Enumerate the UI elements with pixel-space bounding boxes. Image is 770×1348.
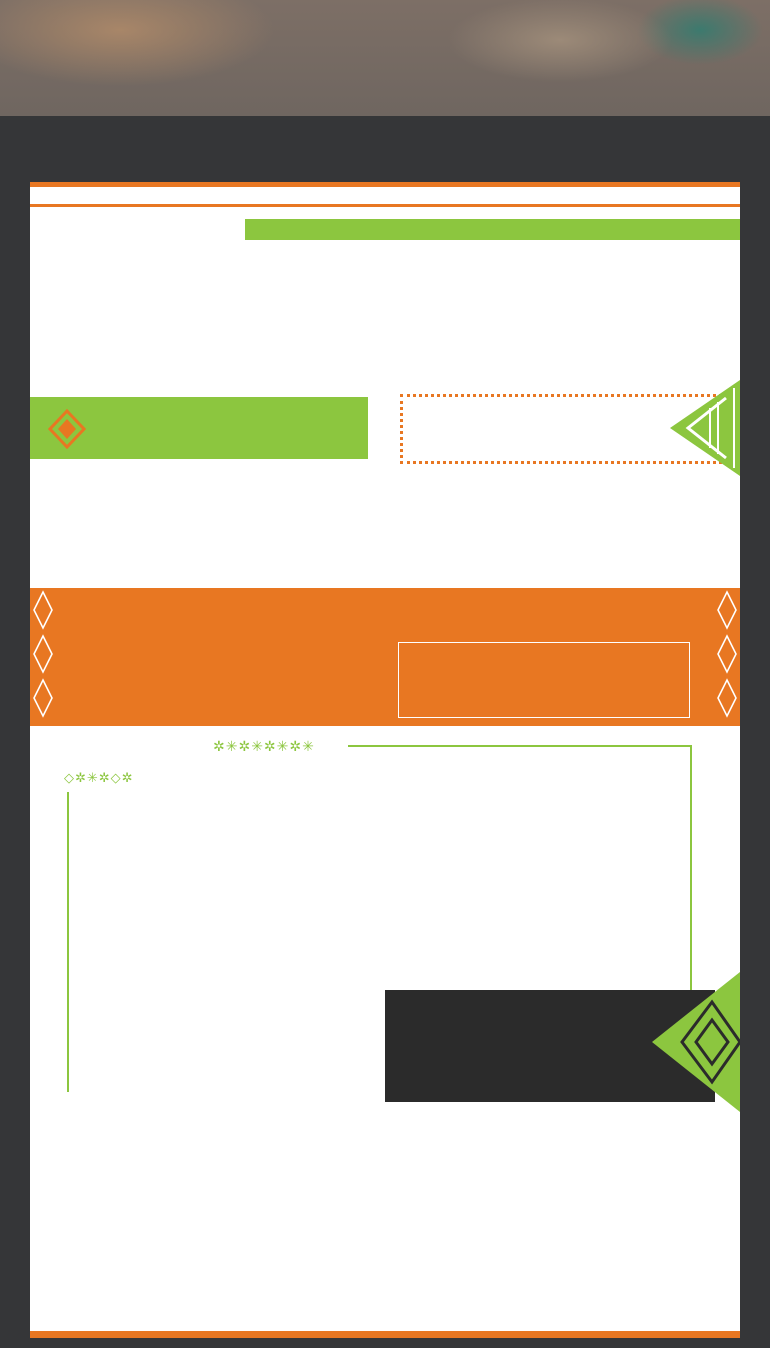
menu-item xyxy=(78,327,370,373)
menu-board xyxy=(30,182,740,1338)
menu-item xyxy=(80,969,385,1033)
menu-item xyxy=(407,476,727,510)
creaciones-frame-left xyxy=(67,792,69,1092)
aztec-diamond-large-icon xyxy=(652,972,740,1112)
creaciones-right xyxy=(404,756,694,923)
creaciones-left xyxy=(80,810,385,1033)
menu-item xyxy=(404,857,694,923)
menu-item xyxy=(80,810,385,863)
menu-item xyxy=(405,303,725,337)
azteca-prices xyxy=(80,678,88,689)
aztec-diamond-icon xyxy=(48,409,86,449)
menu-item xyxy=(404,756,694,806)
menu-item xyxy=(80,916,385,969)
texmex-left xyxy=(78,1157,368,1257)
top-pattern-band xyxy=(30,182,740,210)
menu-item xyxy=(404,806,694,857)
aztec-arrow-icon xyxy=(630,380,740,476)
aztec-dots-top: ✲✳✲✳✲✳✲✳ xyxy=(213,738,315,754)
menu-item xyxy=(405,248,725,269)
appetizers-left xyxy=(78,248,370,373)
menu-item xyxy=(78,1215,368,1253)
menu-item xyxy=(78,1161,368,1211)
texmex-right xyxy=(404,1112,704,1265)
jack-sizzling-box xyxy=(398,642,690,718)
menu-item xyxy=(404,1230,704,1265)
appetizers-right xyxy=(405,248,725,337)
menu-item xyxy=(80,863,385,916)
menu-item xyxy=(407,510,727,550)
promo-banner xyxy=(245,219,740,240)
bottom-pattern-band xyxy=(30,1298,740,1338)
loco-sampler-panel xyxy=(30,397,368,459)
menu-item xyxy=(405,269,725,303)
menu-item xyxy=(404,1160,704,1195)
fajitas-left-pattern xyxy=(30,588,56,726)
aztec-dots-left: ◇✲✳✲◇✲ xyxy=(64,770,134,785)
salads-right xyxy=(407,476,727,550)
menu-item xyxy=(78,248,370,282)
menu-item xyxy=(404,1195,704,1230)
menu-item xyxy=(78,282,370,327)
fajitas-right-pattern xyxy=(714,588,740,726)
menu-item xyxy=(404,1112,704,1160)
creaciones-frame-top xyxy=(348,745,692,747)
hero-banner xyxy=(0,0,770,116)
